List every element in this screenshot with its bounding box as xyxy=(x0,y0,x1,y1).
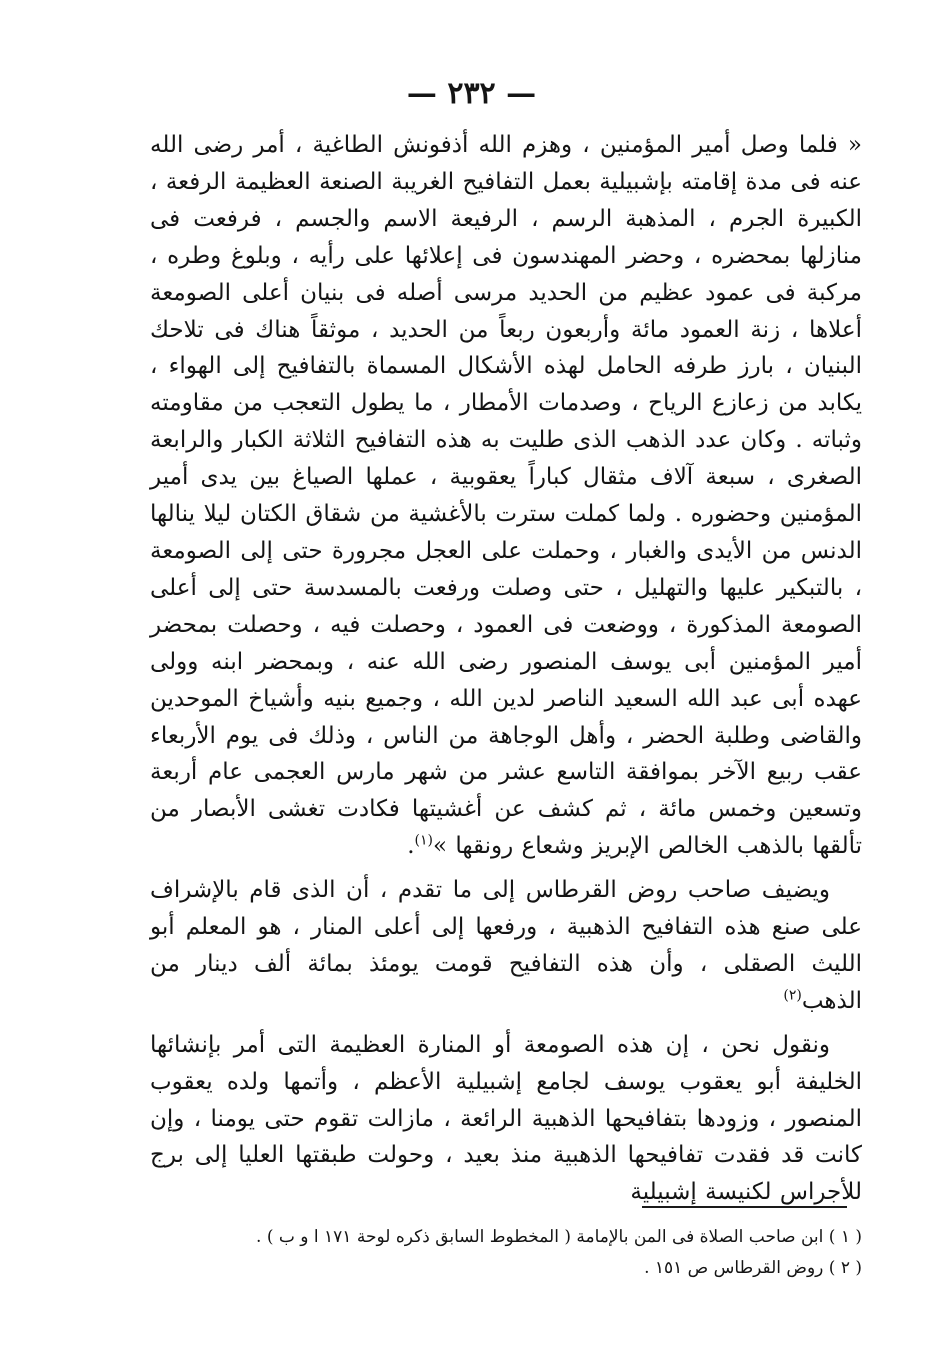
footnote-marker-1: (١) xyxy=(414,832,433,849)
paragraph-quote xyxy=(150,127,862,865)
footnote-1: ( ١ ) ابن صاحب الصلاة فى المن بالإمامة ( المخطوط السابق ذكره لوحة ١٧١ ا و ب ) . xyxy=(256,1227,862,1247)
footnote-divider xyxy=(642,1206,847,1208)
footnote-2: ( ٢ ) روض القرطاس ص ١٥١ . xyxy=(644,1258,862,1278)
paragraph-rawd-alqirtas xyxy=(150,872,862,1020)
main-text xyxy=(150,127,862,1211)
footnote-marker-2: (٢) xyxy=(783,987,802,1004)
paragraph-minaret xyxy=(150,1027,862,1212)
page-number: — ٢٣٢ — xyxy=(406,76,537,111)
footnotes xyxy=(150,1222,862,1284)
paragraph-quote-text: « فلما وصل أمير المؤمنين ، وهزم الله أذفونش الطاغية ، أمر رضى الله عنه فى مدة إقامته بإشبيلية بعمل التفافيح الغريبة الصنعة العظيمة الرفعة ، الكبيرة الجرم ، المذهبة الرسم ، الرفيعة الاسم والجسم ، فرفعت فى منازلها بمحضره ، وحضر المهندسون فى إعلائها على رأيه ، وبلوغ وطره ، مركبة فى عمود عظيم من الحديد مرسى أصله فى بنيان أعلى الصومعة أعلاها ، زنة العمود مائة وأربعون ربعاً من الحديد ، موثقاً هناك فى تلاحك البنيان ، بارز طرفه الحامل لهذه الأشكال المسماة بالتفافيح إلى الهواء ، يكابد من زعازع الرياح ، وصدمات الأمطار ، ما يطول التعجب من مقاومته وثباته . وكان عدد الذهب الذى طليت به هذه التفافيح الثلاثة الكبار والرابعة الصغرى ، سبعة آلاف مثقال كباراً يعقوبية ، عملها الصياغ بين يدى أمير المؤمنين وحضوره . ولما كملت سترت بالأغشية من شقاق الكتان ليلا ينالها الدنس من الأيدى والغبار ، وحملت على العجل مجرورة حتى إلى الصومعة ، بالتبكير عليها والتهليل ، حتى وصلت ورفعت بالمسدسة حتى إلى أعلى الصومعة المذكورة ، ووضعت فى العمود ، وحصلت فيه ، وحصلت بمحضر أمير المؤمنين أبى يوسف المنصور رضى الله عنه ، وبمحضر ابنه وولى عهده أبى عبد الله السعيد الناصر لدين الله ، وجميع بنيه وأشياخ الموحدين والقاضى وطلبة الحضر ، وأهل الوجاهة من الناس ، وذلك فى يوم الأربعاء عقب ربيع الآخر بموافقة التاسع عشر من شهر مارس العجمى عام أربعة وتسعين وخمس مائة ، ثم كشف عن أغشيتها فكادت تغشى الأبصار من تألقها بالذهب الخالص الإبريز وشعاع رونقها » xyxy=(150,132,862,860)
paragraph-rawd-alqirtas-text: ويضيف صاحب روض القرطاس إلى ما تقدم ، أن الذى قام بالإشراف على صنع هذه التفافيح الذهبية ، ورفعها إلى أعلى المنار ، هو المعلم أبو الليث الصقلى ، وأن هذه التفافيح قومت يومئذ بمائة ألف دينار من الذهب xyxy=(150,877,862,1014)
paragraph-minaret-text: ونقول نحن ، إن هذه الصومعة أو المنارة العظيمة التى أمر بإنشائها الخليفة أبو يعقوب يوسف لجامع إشبيلية الأعظم ، وأتمها ولده يعقوب المنصور ، وزودها بتفافيحها الذهبية الرائعة ، مازالت تقوم حتى يومنا ، وإن كانت قد فقدت تفافيحها الذهبية منذ بعيد ، وحولت طبقتها العليا إلى برج للأجراس لكنيسة إشبيلية xyxy=(150,1031,862,1206)
paragraph-quote-end: . xyxy=(407,833,415,860)
